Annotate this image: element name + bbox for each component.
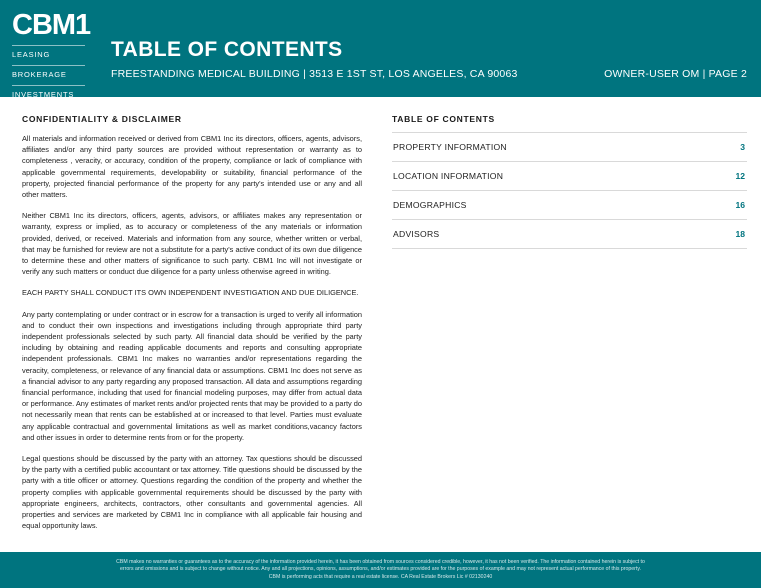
toc-entry-label: PROPERTY INFORMATION [393,142,507,152]
page-header [0,0,761,97]
disclaimer-paragraph: All materials and information received or derived from CBM1 Inc its directors, officers, agents, advisors, affiliates and/or any third party sources are provided without representation or warranty as to completeness , veracity, or accuracy, condition of the property, compliance or lack of compliance with applicable governmental requirements, developability or suitability, financial performance of the property, projected financial performance of the property for any party's intended use or any and all other matters. [22,134,362,200]
toc-entry-page: 12 [735,171,745,181]
document-page-label: OWNER-USER OM | PAGE 2 [604,68,747,80]
toc-heading: TABLE OF CONTENTS [392,114,495,124]
disclaimer-paragraph: Neither CBM1 Inc its directors, officers, agents, advisors, or affiliates makes any representation or warranty, express or implied, as to accuracy or completeness of the any materials or information provided, derived, or received. Materials and information from any source, whether written or verbal, that may be furnished for review are not a substitute for a party's active conduct of its own due diligence to determine these and other matters of significance to such party. CBM1 Inc will not investigate or verify any such matters or conduct due diligence for a party unless otherwise agreed in writing. [22,211,362,277]
toc-entry-label: ADVISORS [393,229,440,239]
brand-item-investments: INVESTMENTS [12,90,75,99]
disclaimer-paragraph: Any party contemplating or under contract or in escrow for a transaction is urged to verify all information and to conduct their own inspections and investigations including through appropriate third party independent professionals selected by such party. All financial data should be verified by the party including by obtaining and reading applicable documents and reports and consulting appropriate independent professionals. CBM1 Inc makes no warranties and/or representations regarding the veracity, completeness, or relevance of any financial data or assumptions. CBM1 Inc does not serve as a financial advisor to any party regarding any proposed transaction. All data and assumptions regarding financial performance, including that used for financial modeling purposes, may differ from actual data or performance. Any estimates of market rents and/or projected rents that may be provided to a party do not necessarily mean that rents can be established at or increased to that level. Parties must evaluate any applicable contractual and governmental limitations as well as market conditions,vacancy factors and other issues in order to determine rents from or for the property. [22,309,362,442]
toc-entry-page: 18 [735,229,745,239]
brand-divider-1 [12,45,85,46]
page-title: TABLE OF CONTENTS [111,38,343,61]
toc-entry-demographics[interactable] [392,191,747,220]
disclaimer-paragraph: EACH PARTY SHALL CONDUCT ITS OWN INDEPENDENT INVESTIGATION AND DUE DILIGENCE. [22,288,359,298]
toc-entry-label: LOCATION INFORMATION [393,171,504,181]
toc-list [392,132,747,249]
toc-entry-label: DEMOGRAPHICS [393,200,467,210]
page-footer [0,552,761,588]
brand-item-leasing: LEASING [12,50,51,59]
brand-divider-2 [12,65,85,66]
company-logo: CBM1 [12,9,91,41]
disclaimer-heading: CONFIDENTIALITY & DISCLAIMER [22,114,182,124]
brand-divider-3 [12,85,85,86]
toc-entry-page: 3 [740,142,745,152]
disclaimer-paragraph: Legal questions should be discussed by the party with an attorney. Tax questions should be discussed by the party with a certified public accountant or tax attorney. Title questions should be discussed by the party with a title officer or attorney. Questions regarding the condition of the property and whether the property complies with applicable governmental requirements should be discussed by the party with appropriate engineers, architects, contractors, other consultants and governmental agencies. All properties and services are marketed by CBM1 Inc in compliance with all applicable fair housing and equal opportunity laws. [22,454,362,531]
toc-entry-page: 16 [735,200,745,210]
toc-entry-location-information[interactable] [392,162,747,191]
toc-column [380,114,747,532]
disclaimer-column [22,114,380,532]
property-address: FREESTANDING MEDICAL BUILDING | 3513 E 1ST ST, LOS ANGELES, CA 90063 [111,68,518,80]
toc-entry-advisors[interactable] [392,220,747,249]
brand-block [0,0,95,97]
page-content [0,97,761,532]
toc-entry-property-information[interactable] [392,132,747,162]
footer-disclaimer-text: CBM makes no warranties or guarantees as to the accuracy of the information provided herein, it has been obtained from sources considered credible, however, it has not been verified. The information contained herein is subject to errors and omissions and is subject to change without notice. Any and all projections, opinions, assumptions, and/or estimates provided are for the purposes of example and may not represent actual performance of this property. CBM is performing acts that require a real estate license. CA Real Estate Brokers Lic # 02130240 [116,558,645,580]
brand-item-brokerage: BROKERAGE [12,70,67,79]
header-main [95,0,761,97]
